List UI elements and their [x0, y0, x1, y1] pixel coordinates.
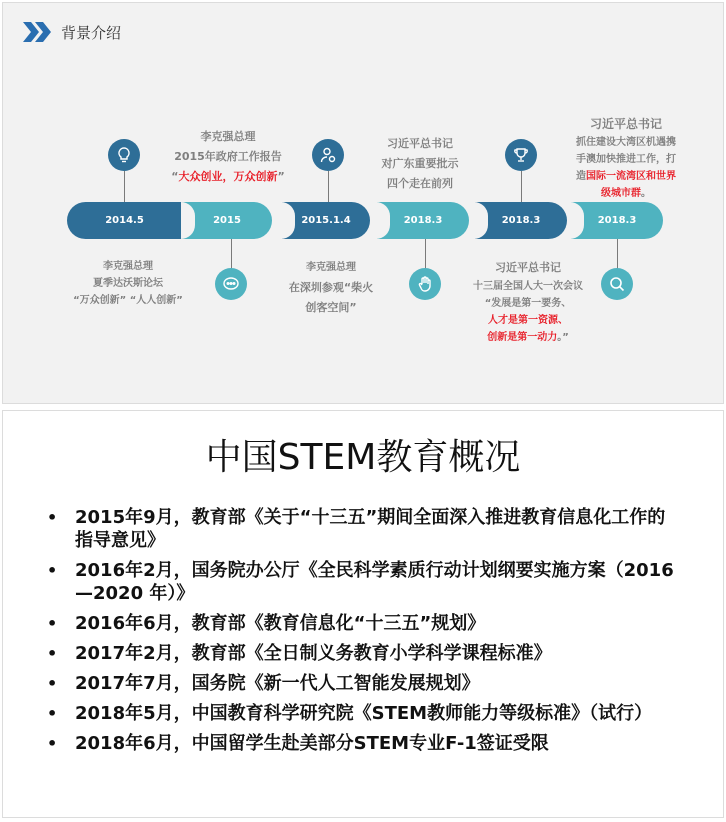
annotation-text: 造 — [576, 171, 586, 182]
list-item — [43, 612, 683, 635]
bullet-icon: • — [47, 644, 58, 663]
annotation-line: 习近平总书记 — [387, 137, 453, 150]
bullet-icon: • — [47, 561, 58, 580]
list-item — [43, 506, 683, 552]
timeline-band-2018-3-a — [377, 202, 469, 239]
annotation-2018-bay-area — [556, 114, 696, 202]
annotation-line — [453, 329, 603, 346]
timeline-band-label: 2018.3 — [501, 215, 541, 226]
hand-icon — [409, 268, 441, 300]
annotation-line: “万众创新” “人人创新” — [73, 295, 183, 306]
annotation-line: 在深圳参观“柴火 — [288, 281, 374, 294]
annotation-line: 四个走在前列 — [387, 177, 453, 190]
annotation-2014-davos — [58, 258, 198, 309]
annotation-2018-guangdong — [355, 134, 485, 194]
list-item — [43, 642, 683, 665]
timeline-band-label: 2015.1.4 — [301, 215, 351, 226]
bullet-icon: • — [47, 614, 58, 633]
annotation-line — [556, 168, 696, 185]
list-item — [43, 732, 683, 755]
annotation-line: 习近平总书记 — [589, 117, 662, 131]
annotation-line: 十三届全国人大一次会议 — [473, 281, 583, 292]
list-item-text: 2018年6月，中国留学生赴美部分STEM专业F-1签证受限 — [75, 733, 549, 754]
annotation-line: 夏季达沃斯论坛 — [93, 278, 163, 289]
chevron-double-icon — [23, 21, 55, 43]
section-header — [23, 19, 121, 45]
list-item-text: 2016年6月，教育部《教育信息化“十三五”规划》 — [75, 613, 486, 634]
timeline-band-2015-1-4 — [282, 202, 370, 239]
stem-overview-slide — [2, 410, 724, 818]
slide-title: 中国STEM教育概况 — [205, 437, 521, 478]
timeline-connector — [231, 239, 232, 269]
annotation-text: ” — [277, 170, 285, 183]
annotation-line: 习近平总书记 — [495, 261, 561, 274]
timeline-band-label: 2014.5 — [105, 215, 144, 226]
lightbulb-icon — [108, 139, 140, 171]
person-gear-icon — [312, 139, 344, 171]
timeline-connector — [425, 239, 426, 269]
list-item — [43, 672, 683, 695]
annotation-text: “ — [171, 170, 179, 183]
list-item-text: 2018年5月，中国教育科学研究院《STEM教师能力等级标准》（试行） — [75, 703, 653, 724]
timeline-band-2018-3-b — [475, 202, 567, 239]
annotation-text: 。 — [641, 188, 651, 199]
annotation-line: 李克强总理 — [306, 262, 356, 273]
annotation-highlight: 国际一流湾区和世界 — [586, 171, 676, 182]
policy-list — [43, 506, 683, 762]
background-slide — [2, 2, 724, 404]
annotation-highlight: 大众创业，万众创新 — [178, 170, 278, 183]
annotation-line: 手澳加快推进工作，打 — [576, 154, 676, 165]
bullet-icon: • — [47, 704, 58, 723]
list-item-text: 2016年2月，国务院办公厅《全民科学素质行动计划纲要实施方案（2016—2020 年）》 — [75, 560, 674, 604]
bullet-icon: • — [47, 508, 58, 527]
annotation-2015-shenzhen — [271, 258, 391, 318]
bullet-icon: • — [47, 674, 58, 693]
annotation-line: 抓住建设大湾区机遇携 — [576, 137, 676, 148]
list-item-text: 2015年9月，教育部《关于“十三五”期间全面深入推进教育信息化工作的指导意见》 — [75, 507, 666, 551]
chat-bubble-icon — [215, 268, 247, 300]
annotation-text: 。” — [557, 332, 569, 343]
annotation-line: 李克强总理 — [200, 130, 256, 143]
annotation-line: 2015年政府工作报告 — [174, 150, 282, 163]
section-title: 背景介绍 — [61, 23, 122, 42]
timeline-band-2015 — [182, 202, 272, 239]
annotation-line: 创客空间” — [305, 301, 357, 314]
timeline-connector — [617, 239, 618, 269]
list-item — [43, 559, 683, 605]
timeline-band-label: 2018.3 — [597, 215, 637, 226]
trophy-icon — [505, 139, 537, 171]
list-item-text: 2017年2月，教育部《全日制义务教育小学科学课程标准》 — [75, 643, 552, 664]
timeline-band-2018-3-c — [571, 202, 663, 239]
bullet-icon: • — [47, 734, 58, 753]
annotation-line: “发展是第一要务、 — [484, 298, 572, 309]
annotation-highlight: 级城市群 — [601, 188, 641, 199]
annotation-2018-npc — [453, 258, 603, 346]
timeline-band-2014-5 — [67, 202, 182, 239]
timeline-connector — [328, 171, 329, 202]
annotation-highlight: 人才是第一资源、 — [488, 315, 568, 326]
search-icon — [601, 268, 633, 300]
annotation-line — [148, 167, 308, 187]
annotation-2015-government-report — [148, 127, 308, 187]
annotation-highlight: 创新是第一动力 — [487, 332, 558, 343]
annotation-line — [556, 185, 696, 202]
annotation-line: 李克强总理 — [103, 261, 153, 272]
list-item — [43, 702, 683, 725]
timeline-band-label: 2015 — [213, 215, 241, 226]
timeline-connector — [124, 171, 125, 202]
timeline-connector — [521, 171, 522, 202]
annotation-line: 对广东重要批示 — [381, 157, 459, 170]
list-item-text: 2017年7月，国务院《新一代人工智能发展规划》 — [75, 673, 480, 694]
timeline-band-label: 2018.3 — [403, 215, 443, 226]
